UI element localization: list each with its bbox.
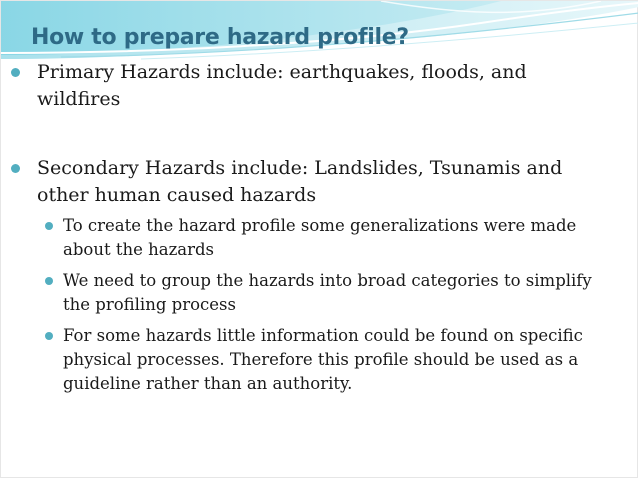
bullet-icon [45, 222, 53, 230]
list-item-text: To create the hazard profile some generalizations were made about the hazards [63, 216, 577, 259]
list-item [37, 59, 597, 113]
bullet-icon [11, 164, 20, 173]
list-sub-item [63, 324, 611, 396]
list-item-text: We need to group the hazards into broad categories to simplify the profiling process [63, 271, 592, 314]
slide-title: How to prepare hazard profile? [31, 25, 409, 50]
bullet-icon [45, 277, 53, 285]
list-sub-item [63, 269, 611, 317]
list-item-text: For some hazards little information could be found on specific physical processes. Therefore this profile should be used as a guideline rather than an authority. [63, 326, 583, 393]
list-sub-item [63, 214, 611, 262]
list-item [37, 155, 597, 209]
list-item-text: Secondary Hazards include: Landslides, Tsunamis and other human caused hazards [37, 157, 563, 206]
list-item-text: Primary Hazards include: earthquakes, floods, and wildfires [37, 61, 527, 110]
bullet-icon [11, 68, 20, 77]
bullet-icon [45, 332, 53, 340]
